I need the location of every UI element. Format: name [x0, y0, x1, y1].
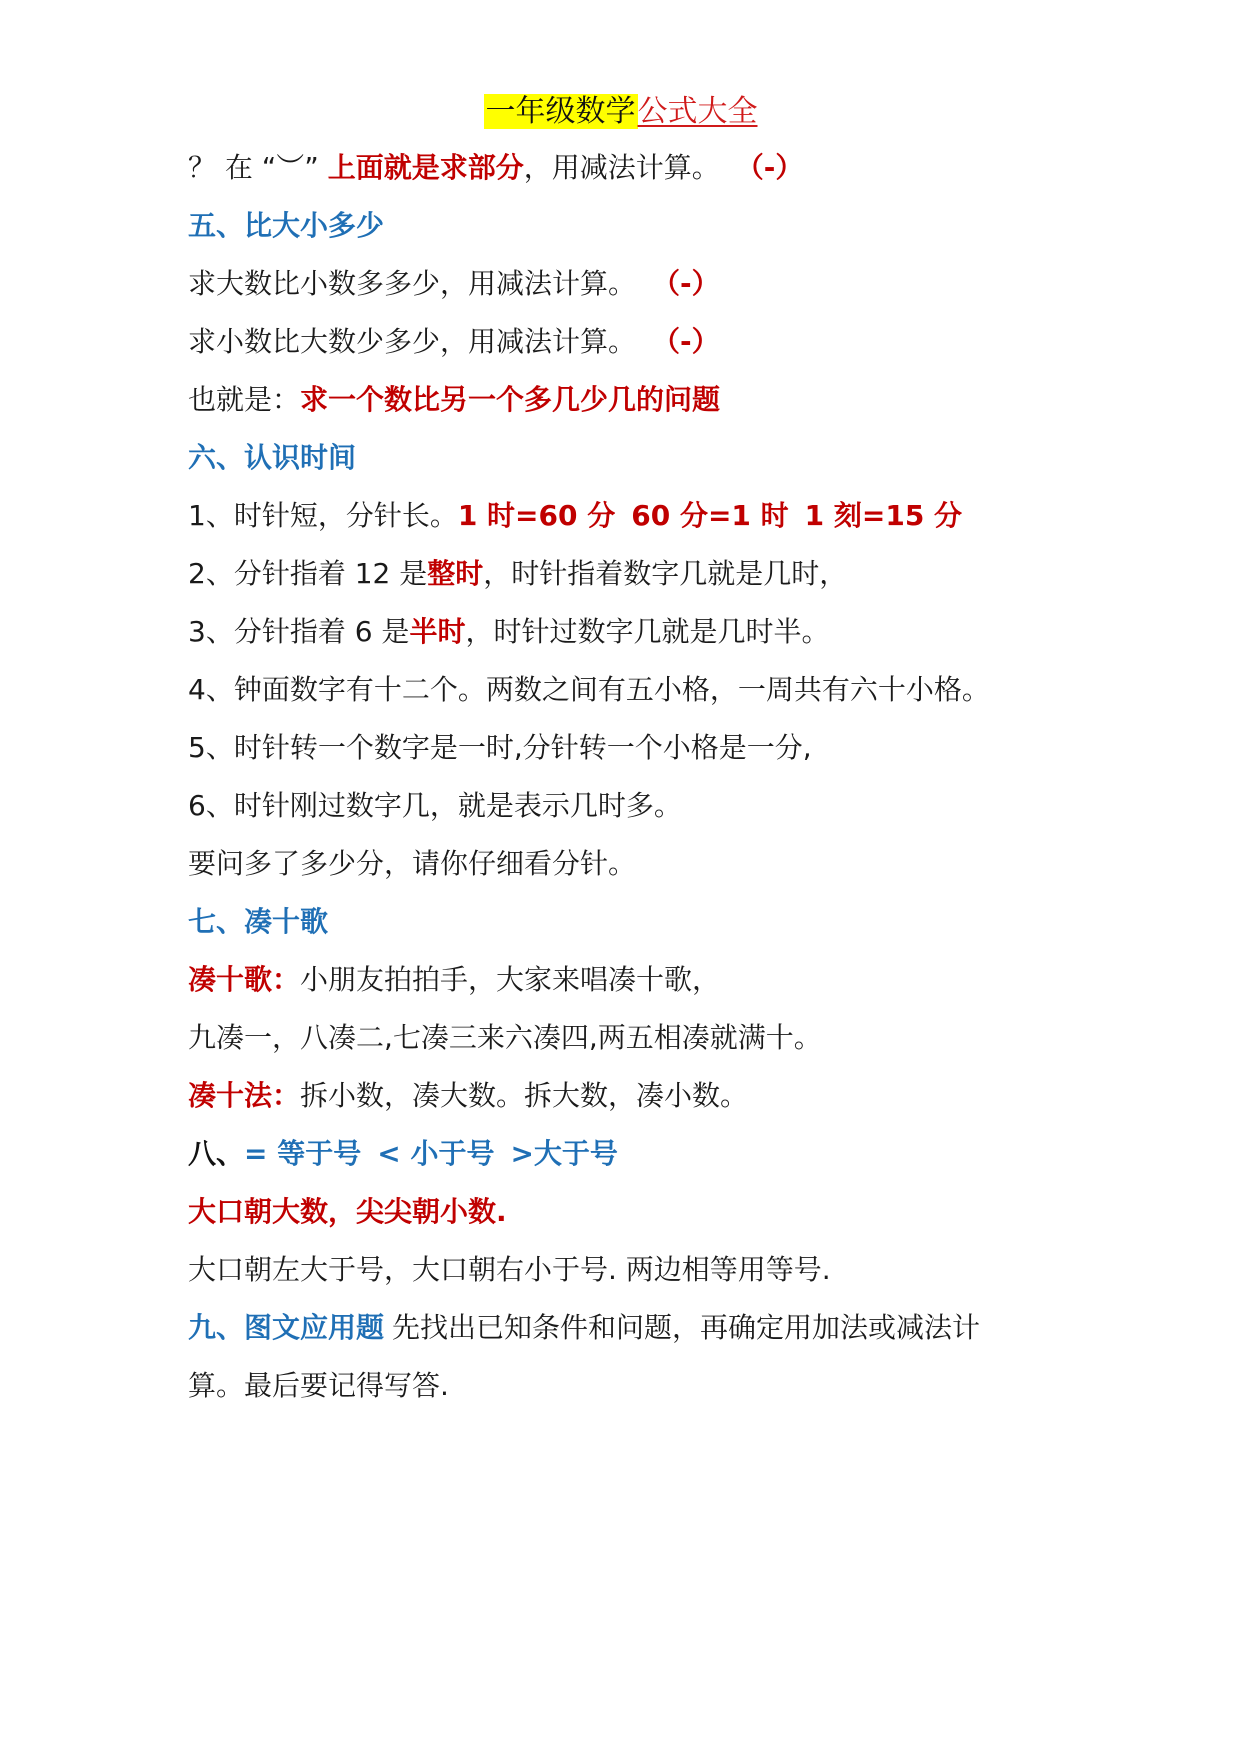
text: ，时针过数字几就是几时半。	[465, 615, 830, 648]
time-line-2	[188, 554, 847, 594]
title-underlined: 公式大全	[637, 94, 758, 129]
line-summary	[188, 380, 720, 420]
text: 3、分针指着 6 是	[188, 615, 410, 648]
time-line-5: 5、时针转一个数字是一时,分针转一个小格是一分,	[188, 731, 812, 764]
time-line-3	[188, 612, 829, 652]
text: 也就是：	[188, 383, 301, 416]
text: 求大数比小数多多少，用减法计算。	[188, 267, 637, 300]
song-line-2: 九凑一，八凑二,七凑三来六凑四,两五相凑就满十。	[188, 1021, 822, 1054]
text: 1、时针短，分针长。	[188, 499, 458, 532]
emphasis: 1 刻=15 分	[804, 499, 963, 532]
emphasis: 60 分=1 时	[631, 499, 789, 532]
section-heading-9	[188, 1308, 980, 1348]
emphasis: 1 时=60 分	[457, 499, 616, 532]
word-problem-line-2: 算。最后要记得写答.	[188, 1369, 449, 1402]
text: ，用减法计算。	[523, 151, 720, 184]
title-highlighted: 一年级数学	[485, 94, 636, 129]
section-heading-6: 六、认识时间	[188, 441, 357, 474]
text: 拆小数，凑大数。拆大数，凑小数。	[300, 1079, 749, 1112]
section-heading-5: 五、比大小多少	[188, 209, 385, 242]
line-compare-less	[188, 322, 720, 362]
text: ？ 在 “︶”	[188, 151, 328, 184]
section-heading-8	[188, 1134, 618, 1174]
emphasis: 求一个数比另一个多几少几的问题	[300, 383, 721, 416]
time-line-7: 要问多了多少分，请你仔细看分针。	[188, 847, 637, 880]
line-compare-more	[188, 264, 720, 304]
time-line-6: 6、时针刚过数字几，就是表示几时多。	[188, 789, 682, 822]
text: 小朋友拍拍手，大家来唱凑十歌，	[300, 963, 721, 996]
sign-rule-emphasis: 大口朝大数，尖尖朝小数.	[188, 1195, 507, 1228]
method-line	[188, 1076, 748, 1116]
time-line-1	[188, 496, 962, 536]
sign-rule-line: 大口朝左大于号，大口朝右小于号. 两边相等用等号.	[188, 1253, 831, 1286]
time-line-4: 4、钟面数字有十二个。两数之间有五小格，一周共有六十小格。	[188, 673, 990, 706]
greater-than-label: >大于号	[510, 1137, 618, 1170]
emphasis: 半时	[409, 615, 466, 648]
operator-tag: （-）	[652, 267, 720, 300]
line-part-subtraction	[188, 148, 803, 188]
emphasis: 整时	[427, 557, 484, 590]
text: ，时针指着数字几就是几时，	[483, 557, 848, 590]
less-than-label: < 小于号	[377, 1137, 495, 1170]
text: 先找出已知条件和问题，再确定用加法或减法计	[392, 1311, 981, 1344]
heading-number: 八、	[188, 1137, 245, 1170]
operator-tag: （-）	[652, 325, 720, 358]
operator-tag: （-）	[735, 151, 804, 184]
emphasis: 上面就是求部分	[327, 151, 524, 184]
page-title	[0, 88, 1241, 136]
equal-sign-label: = 等于号	[244, 1137, 362, 1170]
text: 求小数比大数少多少，用减法计算。	[188, 325, 637, 358]
heading: 九、图文应用题	[188, 1311, 385, 1344]
label: 凑十歌：	[188, 963, 301, 996]
label: 凑十法：	[188, 1079, 301, 1112]
song-line-1	[188, 960, 720, 1000]
text: 2、分针指着 12 是	[188, 557, 428, 590]
section-heading-7: 七、凑十歌	[188, 905, 329, 938]
